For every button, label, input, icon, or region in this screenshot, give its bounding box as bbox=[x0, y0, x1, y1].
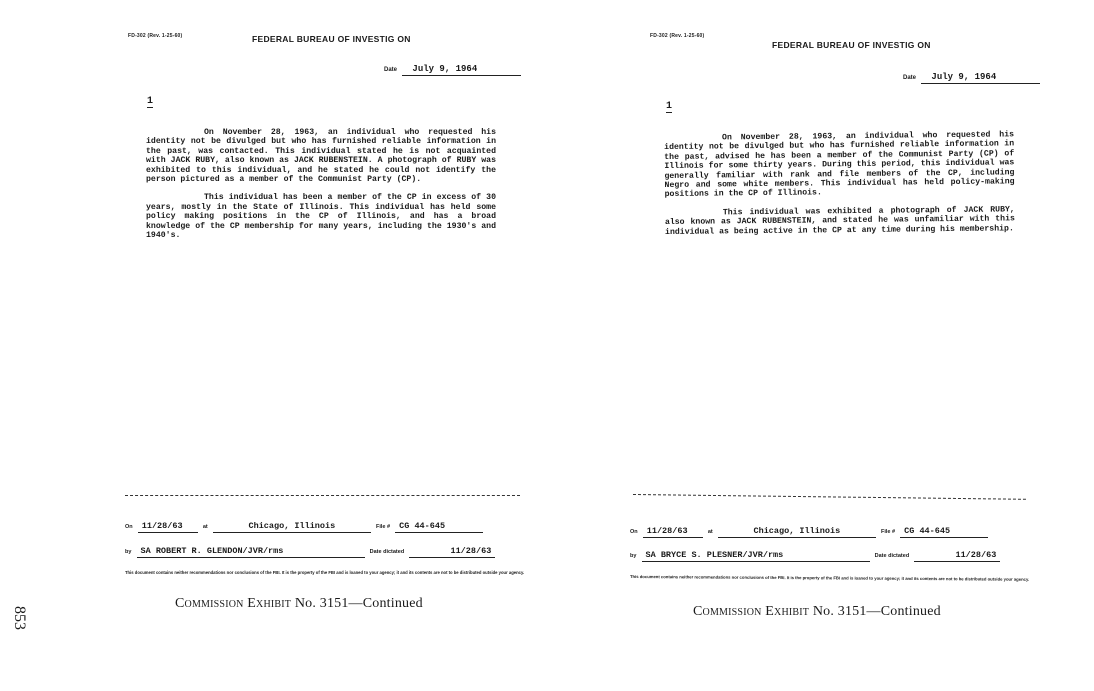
exhibit-number: No. 3151—Continued bbox=[812, 604, 941, 619]
dictated-value: 11/28/63 bbox=[409, 546, 495, 558]
bureau-header: FEDERAL BUREAU OF INVESTIG ON bbox=[772, 40, 931, 50]
by-label: by bbox=[125, 549, 132, 555]
bureau-header: FEDERAL BUREAU OF INVESTIG ON bbox=[252, 34, 411, 44]
exhibit-word: Exhibit bbox=[765, 604, 810, 619]
exhibit-caption bbox=[175, 596, 423, 612]
date-value: July 9, 1964 bbox=[921, 72, 1040, 84]
page-marker-value: 1 bbox=[666, 101, 673, 112]
at-label: at bbox=[202, 524, 208, 530]
dictated-label: Date dictated bbox=[874, 553, 910, 559]
on-label: On bbox=[630, 529, 638, 535]
exhibit-number: No. 3151—Continued bbox=[294, 596, 423, 611]
by-value: SA BRYCE S. PLESNER/JVR/rms bbox=[642, 550, 870, 562]
at-value: Chicago, Illinois bbox=[718, 526, 876, 538]
file-value: CG 44-645 bbox=[900, 526, 988, 538]
paragraph-1: On November 28, 1963, an individual who requested his identity not be divulged but who has furnished reliable information in the past, advised he has been a member of the Communist Party (CP) of Illinois for some thirty years. During this period, this individual was generally familiar with rank and file members of the CP, including Negro and some white members. This individual has held policy-making positions in the CP of Illinois. bbox=[664, 130, 1015, 200]
fbi-disclaimer: This document contains neither recommendations nor conclusions of the FBI. It is the property of the FBI and is loaned to your agency; it and its contents are not to be distributed outside your agency. bbox=[125, 570, 525, 575]
footer-on-row bbox=[630, 526, 988, 538]
at-value: Chicago, Illinois bbox=[213, 521, 371, 533]
left-page bbox=[0, 0, 540, 691]
on-value: 11/28/63 bbox=[138, 521, 198, 533]
exhibit-word: Exhibit bbox=[247, 596, 292, 611]
exhibit-commission: Commission bbox=[175, 596, 244, 611]
by-label: by bbox=[630, 553, 637, 559]
date-value: July 9, 1964 bbox=[402, 64, 521, 76]
on-label: On bbox=[125, 524, 133, 530]
footer-by-row bbox=[630, 550, 1000, 562]
divider-line bbox=[633, 494, 1026, 500]
divider-line bbox=[125, 495, 520, 496]
report-body bbox=[664, 130, 1015, 246]
exhibit-commission: Commission bbox=[693, 604, 762, 619]
report-body bbox=[146, 128, 496, 249]
right-page bbox=[548, 0, 1088, 691]
exhibit-caption bbox=[693, 604, 941, 620]
form-number: FD-302 (Rev. 1-25-60) bbox=[128, 33, 183, 39]
fbi-disclaimer: This document contains neither recommendations nor conclusions of the FBI. It is the property of the FBI and is loaned to your agency; it and its contents are not to be distributed outside your agency. bbox=[629, 574, 1030, 582]
date-block bbox=[384, 64, 521, 76]
date-block bbox=[903, 72, 1040, 84]
on-value: 11/28/63 bbox=[643, 526, 703, 538]
file-label: File # bbox=[880, 529, 896, 535]
paragraph-1: On November 28, 1963, an individual who requested his identity not be divulged but who has furnished reliable information in the past, was contacted. This individual stated he is not acquainted with JACK RUBY, also known as JACK RUBENSTEIN. A photograph of RUBY was exhibited to this individual, and he stated he could not identify the person pictured as a member of the Communist Party (CP). bbox=[146, 128, 496, 185]
side-page-number: 853 bbox=[11, 606, 28, 630]
file-value: CG 44-645 bbox=[395, 521, 483, 533]
date-label: Date bbox=[384, 67, 398, 73]
footer-by-row bbox=[125, 546, 495, 558]
by-value: SA ROBERT R. GLENDON/JVR/rms bbox=[137, 546, 365, 558]
date-label: Date bbox=[903, 75, 917, 81]
file-label: File # bbox=[375, 524, 391, 530]
page-marker bbox=[666, 101, 672, 112]
paragraph-2: This individual has been a member of the CP in excess of 30 years, mostly in the State of Illinois. This individual has held some policy making positions in the CP of Illinois, and has a broad knowledge of the CP membership for many years, including the 1930's and 1940's. bbox=[146, 193, 496, 241]
page-marker-value: 1 bbox=[147, 96, 154, 107]
dictated-value: 11/28/63 bbox=[914, 550, 1000, 562]
page-marker bbox=[147, 96, 153, 107]
dictated-label: Date dictated bbox=[369, 549, 405, 555]
form-number: FD-302 (Rev. 1-25-60) bbox=[650, 33, 705, 39]
footer-on-row bbox=[125, 521, 483, 533]
paragraph-2: This individual was exhibited a photograph of JACK RUBY, also known as JACK RUBENSTEIN, and stated he was unfamiliar with this individual as being active in the CP at any time during his membership. bbox=[664, 205, 1015, 237]
at-label: at bbox=[707, 529, 713, 535]
